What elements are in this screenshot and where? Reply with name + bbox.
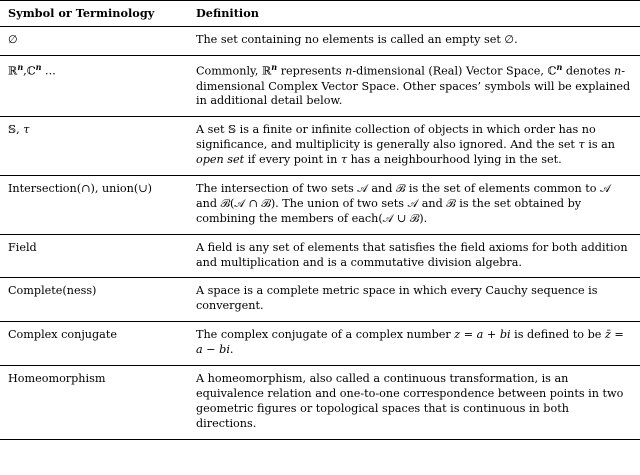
table-row: [0, 278, 640, 322]
cell-symbol: ℝ$^n$,ℂ$^n$ ...: [0, 55, 188, 116]
cell-definition: The complex conjugate of a complex number z = a + bi is defined to be z̄ = a − bi.: [188, 322, 640, 366]
cell-symbol: Complex conjugate: [0, 322, 188, 366]
cell-symbol: 𝕊, τ: [0, 117, 188, 176]
cell-definition: A field is any set of elements that satisfies the field axioms for both addition and multiplication and is a commutative division algebra.: [188, 234, 640, 278]
cell-definition: A space is a complete metric space in which every Cauchy sequence is convergent.: [188, 278, 640, 322]
table-header-row: [0, 1, 640, 27]
table-row: [0, 365, 640, 439]
cell-definition: Commonly, ℝ$^n$ represents n-dimensional (Real) Vector Space, ℂ$^n$ denotes n-dimensional Complex Vector Space. Other spaces’ symbols will be explained in additional detail below.: [188, 55, 640, 116]
table-row: [0, 234, 640, 278]
cell-symbol: ∅: [0, 27, 188, 56]
table-row: [0, 117, 640, 176]
cell-definition: A set 𝕊 is a finite or infinite collection of objects in which order has no significance, and multiplicity is generally also ignored. And the set τ is an open set if every point in τ has a neighbourhood lying in the set.: [188, 117, 640, 176]
cell-symbol: Homeomorphism: [0, 365, 188, 439]
cell-definition: A homeomorphism, also called a continuous transformation, is an equivalence relation and one-to-one correspondence between points in two geometric figures or topological spaces that is continuous in both directions.: [188, 365, 640, 439]
table-row: [0, 55, 640, 116]
table-body: [0, 27, 640, 440]
cell-symbol: Complete(ness): [0, 278, 188, 322]
cell-symbol: Field: [0, 234, 188, 278]
table-row: [0, 27, 640, 56]
cell-symbol: Intersection(∩), union(∪): [0, 175, 188, 234]
column-header-definition: Definition: [188, 1, 640, 27]
cell-definition: The intersection of two sets 𝒜 and ℬ is the set of elements common to 𝒜 and ℬ(𝒜 ∩ ℬ). The union of two sets 𝒜 and ℬ is the set obtained by combining the members of each(𝒜 ∪ ℬ).: [188, 175, 640, 234]
table-row: [0, 322, 640, 366]
column-header-symbol: Symbol or Terminology: [0, 1, 188, 27]
table-row: [0, 175, 640, 234]
cell-definition: The set containing no elements is called an empty set ∅.: [188, 27, 640, 56]
table-header: [0, 1, 640, 27]
